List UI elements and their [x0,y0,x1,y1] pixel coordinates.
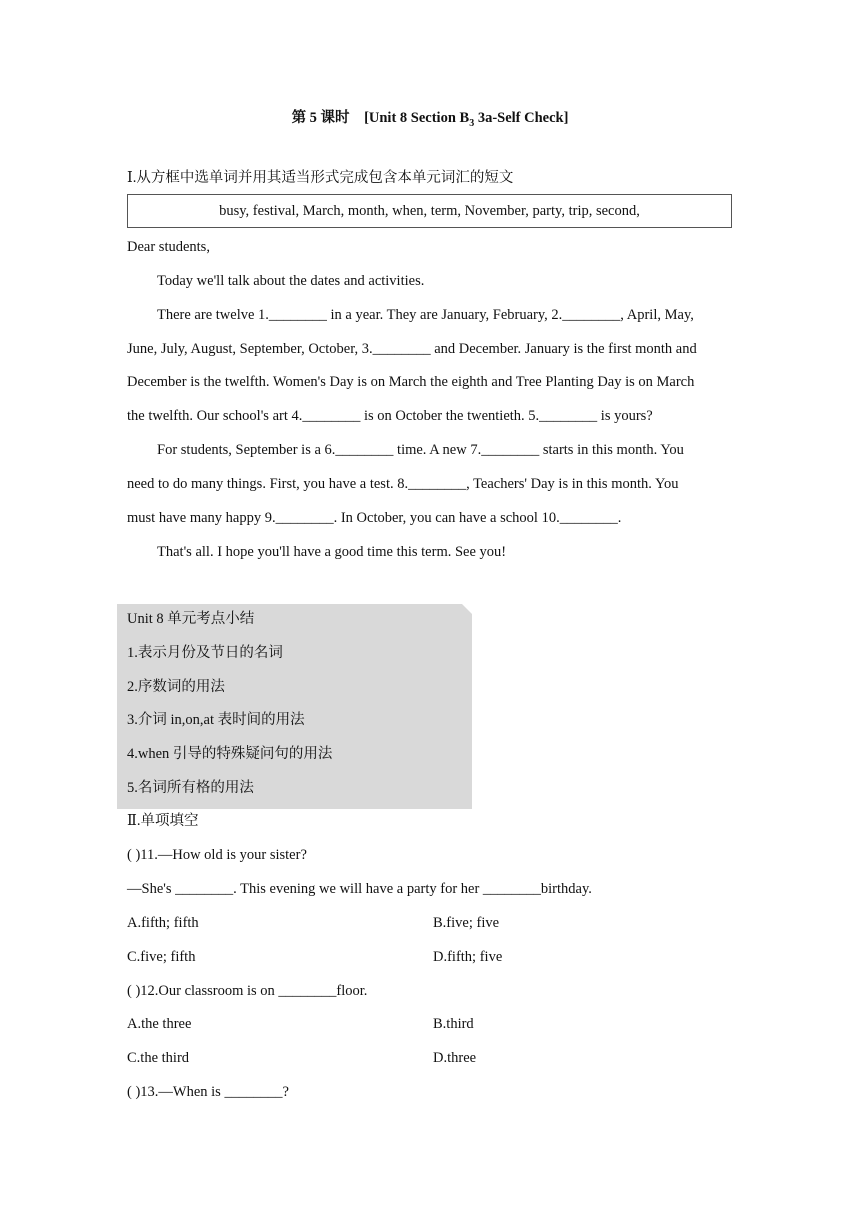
part1-heading: Ⅰ.从方框中选单词并用其适当形式完成包含本单元词汇的短文 [127,170,514,186]
question-12-option-b: B.third [433,1016,474,1032]
passage-line: the twelfth. Our school's art 4.________ is on October the twentieth. 5.________ is yours? [127,408,653,424]
title-main: [Unit 8 Section B [364,110,470,126]
question-11-option-a: A.fifth; fifth [127,915,199,931]
unit-summary-box [117,604,472,809]
passage-line: June, July, August, September, October, 3.________ and December. January is the first month and [127,341,697,357]
question-12-stem: ( )12.Our classroom is on ________floor. [127,983,368,999]
summary-title: Unit 8 单元考点小结 [127,611,255,627]
question-11-stem: ( )11.—How old is your sister? [127,847,307,863]
title-subscript: 3 [469,117,475,129]
question-12-option-c: C.the third [127,1050,190,1066]
summary-item: 3.介词 in,on,at 表时间的用法 [127,712,305,728]
question-13-stem: ( )13.—When is ________? [127,1084,289,1100]
passage-line: Today we'll talk about the dates and activities. [157,273,425,289]
summary-item: 4.when 引导的特殊疑问句的用法 [127,746,333,762]
question-11-stem-2: —She's ________. This evening we will have a party for her ________birthday. [127,881,592,897]
passage-line: There are twelve 1.________ in a year. They are January, February, 2.________, April, May, [157,307,694,323]
question-11-option-d: D.fifth; five [433,949,503,965]
page-title [0,106,860,129]
part2-heading: Ⅱ.单项填空 [127,813,199,829]
word-box: busy, festival, March, month, when, term, November, party, trip, second, [127,194,732,228]
passage-line: Dear students, [127,239,210,255]
question-12-option-a: A.the three [127,1016,192,1032]
folded-corner [462,604,472,614]
passage-line: need to do many things. First, you have a test. 8.________, Teachers' Day is in this month. You [127,476,679,492]
question-11-option-b: B.five; five [433,915,500,931]
question-11-option-c: C.five; fifth [127,949,196,965]
passage-line: December is the twelfth. Women's Day is on March the eighth and Tree Planting Day is on March [127,374,695,390]
question-12-option-d: D.three [433,1050,477,1066]
summary-item: 2.序数词的用法 [127,679,225,695]
summary-item: 1.表示月份及节日的名词 [127,645,283,661]
passage-line: For students, September is a 6.________ time. A new 7.________ starts in this month. You [157,442,684,458]
summary-item: 5.名词所有格的用法 [127,780,254,796]
title-suffix: 3a-Self Check] [474,110,569,126]
passage-line: must have many happy 9.________. In October, you can have a school 10.________. [127,510,622,526]
title-prefix: 第 5 课时 [291,110,350,126]
passage-line: That's all. I hope you'll have a good time this term. See you! [157,544,507,560]
